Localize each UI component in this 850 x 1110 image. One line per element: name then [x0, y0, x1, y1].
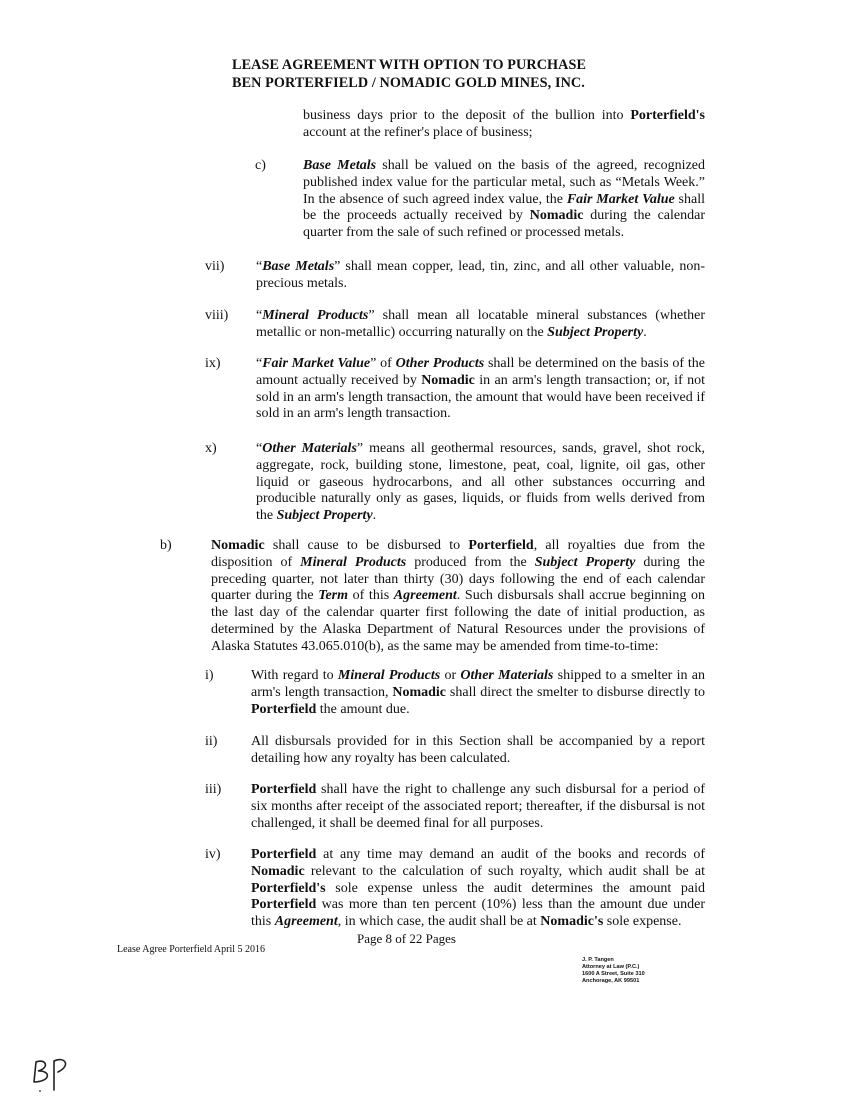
- clause-label-i: i): [205, 668, 214, 683]
- stamp-line: J. P. Tangen: [582, 957, 614, 963]
- clause-ix-text: “Fair Market Value” of Other Products shall be determined on the basis of the amount actually received by Nomadic in an arm's length transaction; or, if not sold in an arm's length transaction, the amount that would have been received if sold in an arm's length transaction.: [256, 356, 705, 422]
- clause-i-text: With regard to Mineral Products or Other Materials shipped to a smelter in an arm's length transaction, Nomadic shall direct the smelter to disburse directly to Porterfield the amount due.: [251, 668, 705, 717]
- clause-ii-text: All disbursals provided for in this Section shall be accompanied by a report detailing how any royalty has been calculated.: [251, 734, 705, 766]
- header-title-line: LEASE AGREEMENT WITH OPTION TO PURCHASE: [232, 57, 587, 73]
- clause-label-ii: ii): [205, 734, 218, 749]
- clause-x-text: “Other Materials” means all geothermal resources, sands, gravel, shot rock, aggregate, rock, building stone, limestone, peat, coal, lignite, oil gas, other liquid or gaseous hydrocarbons, and all other substances occurring and producible naturally only as gases, liquids, or fluids from wells derived from the Subject Property.: [256, 441, 705, 524]
- stamp-line: Anchorage, AK 99501: [582, 978, 640, 984]
- header-parties-line: BEN PORTERFIELD / NOMADIC GOLD MINES, INC.: [232, 75, 585, 91]
- clause-iv-text: Porterfield at any time may demand an audit of the books and records of Nomadic relevant to the calculation of such royalty, which audit shall be at Porterfield's sole expense unless the audit determines the amount paid Porterfield was more than ten percent (10%) less than the amount due under this Agreement, in which case, the audit shall be at Nomadic's sole expense.: [251, 847, 705, 930]
- stamp-line: 1600 A Street, Suite 310: [582, 971, 645, 977]
- clause-label-ix: ix): [205, 356, 221, 371]
- clause-label-c: c): [255, 158, 266, 173]
- clause-label-vii: vii): [205, 259, 225, 274]
- clause-label-viii: viii): [205, 308, 229, 323]
- clause-c-text: Base Metals shall be valued on the basis of the agreed, recognized published index value for the particular metal, such as “Metals Week.” In the absence of such agreed index value, the Fair Market Value shall be the proceeds actually received by Nomadic during the calendar quarter from the sale of such refined or processed metals.: [303, 158, 706, 241]
- attorney-stamp: [582, 957, 645, 985]
- clause-iii-text: Porterfield shall have the right to challenge any such disbursal for a period of six months after receipt of the associated report; thereafter, if the disbursal is not challenged, it shall be deemed final for all purposes.: [251, 782, 705, 831]
- clause-b-text: Nomadic shall cause to be disbursed to Porterfield, all royalties due from the disposition of Mineral Products produced from the Subject Property during the preceding quarter, not later than thirty (30) days following the end of each calendar quarter during the Term of this Agreement. Such disbursals shall accrue beginning on the last day of the calendar quarter first following the date of initial production, as determined by the Alaska Department of Natural Resources under the provisions of Alaska Statutes 43.065.010(b), as the same may be amended from time-to-time:: [211, 538, 706, 654]
- footer-file-name: Lease Agree Porterfield April 5 2016: [117, 944, 266, 955]
- handwritten-initials: [30, 1048, 78, 1096]
- document-header: [232, 56, 586, 92]
- page-number: Page 8 of 22 Pages: [357, 931, 456, 946]
- clause-viii-text: “Mineral Products” shall mean all locatable mineral substances (whether metallic or non-metallic) occurring naturally on the Subject Property.: [256, 308, 705, 340]
- paragraph-continuation: business days prior to the deposit of the bullion into Porterfield's account at the refiner's place of business;: [303, 108, 705, 140]
- clause-label-iii: iii): [205, 782, 222, 797]
- clause-label-x: x): [205, 441, 217, 456]
- clause-label-b: b): [160, 538, 172, 553]
- clause-label-iv: iv): [205, 847, 221, 862]
- clause-vii-text: “Base Metals” shall mean copper, lead, tin, zinc, and all other valuable, non-precious metals.: [256, 259, 706, 291]
- stamp-line: Attorney at Law (P.C.): [582, 964, 640, 970]
